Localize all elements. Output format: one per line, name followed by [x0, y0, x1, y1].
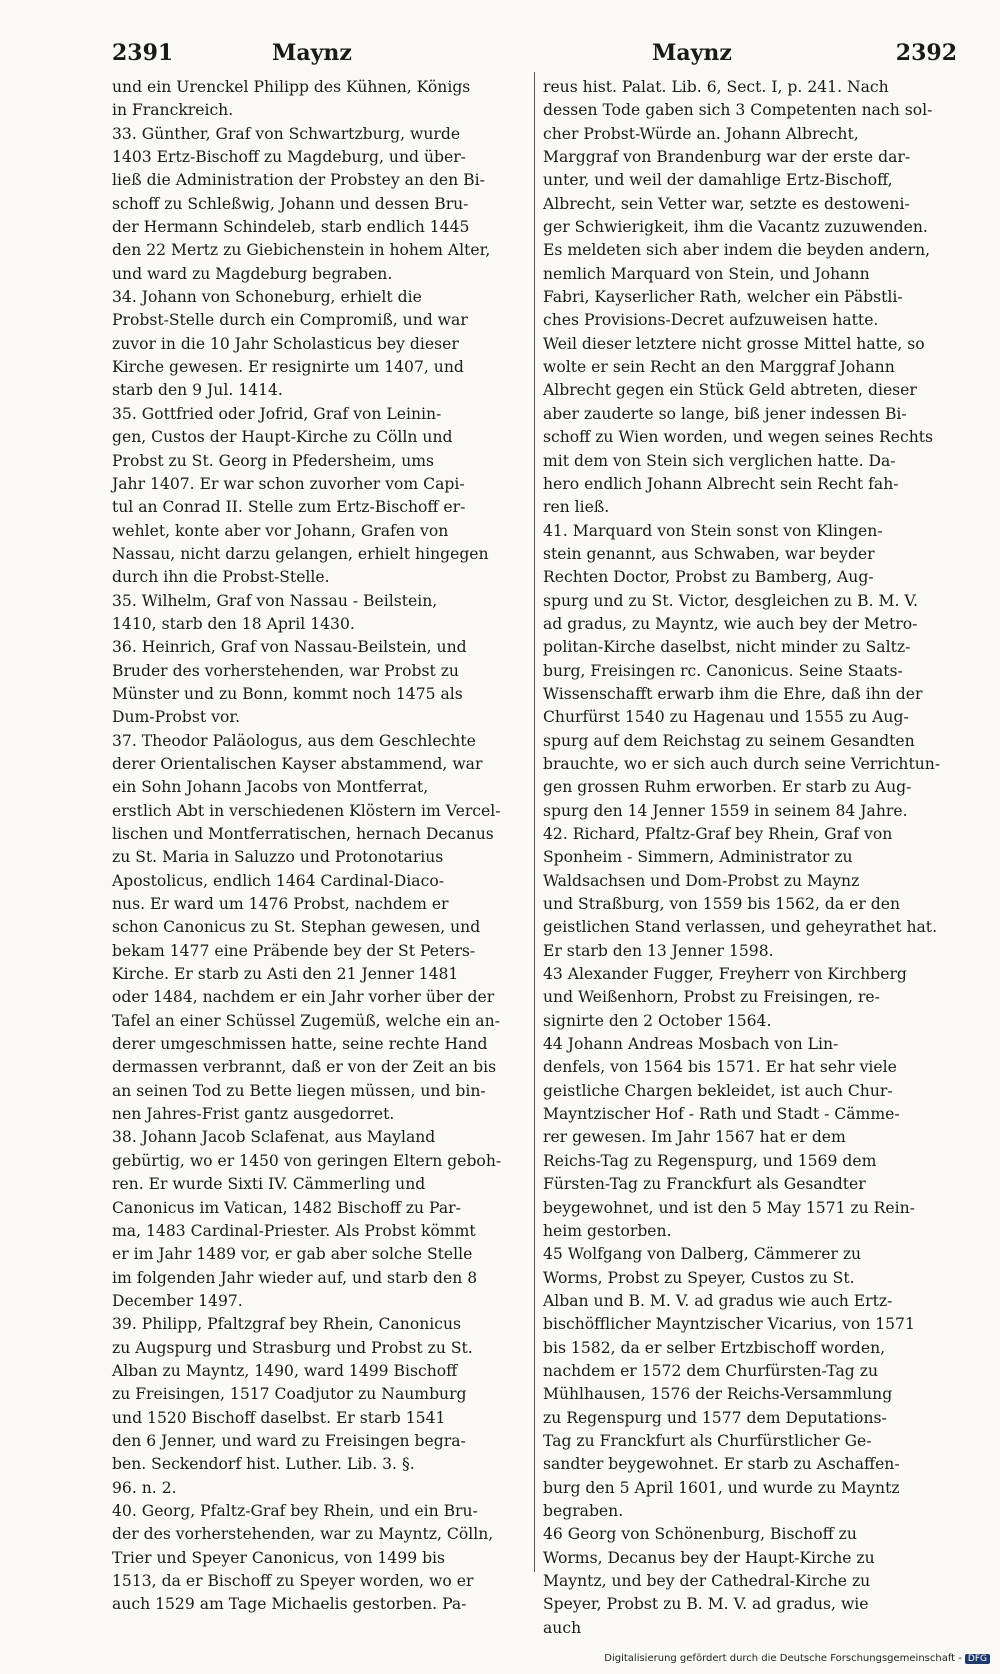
text-line: 1513, da er Bischoff zu Speyer worden, wo er	[112, 1572, 474, 1590]
text-line: Fabri, Kayserlicher Rath, welcher ein Päbstli-	[543, 288, 903, 307]
text-line: Fürsten-Tag zu Franckfurt als Gesandter	[543, 1175, 866, 1194]
text-line: an seinen Tod zu Bette liegen müssen, und bin-	[112, 1081, 486, 1100]
text-line: und ein Urenckel Philipp des Kühnen, Königs	[112, 78, 471, 96]
text-line: 42. Richard, Pfaltz-Graf bey Rhein, Graf von	[543, 825, 893, 843]
text-line: Mayntz, und bey der Cathedral-Kirche zu	[543, 1572, 871, 1590]
text-line: cher Probst-Würde an. Johann Albrecht,	[543, 124, 859, 143]
left-text-column	[112, 76, 532, 1614]
text-line: nus. Er ward um 1476 Probst, nachdem er	[112, 895, 449, 914]
running-title-right: Maynz	[652, 40, 732, 66]
text-line: hero endlich Johann Albrecht sein Recht fah-	[543, 474, 899, 493]
dfg-logo-badge: DFG	[965, 1654, 990, 1664]
text-line: 1403 Ertz-Bischoff zu Magdeburg, und über-	[112, 148, 466, 167]
text-line: gen grossen Ruhm erworben. Er starb zu Aug-	[543, 778, 912, 797]
text-line: brauchte, wo er sich auch durch seine Verrichtun-	[543, 754, 941, 773]
text-line: 43 Alexander Fugger, Freyherr von Kirchberg	[543, 965, 907, 984]
text-line: ad gradus, zu Mayntz, wie auch bey der Metro-	[543, 614, 918, 633]
text-line: Rechten Doctor, Probst zu Bamberg, Aug-	[543, 568, 874, 587]
text-line: Mühlhausen, 1576 der Reichs-Versammlung	[543, 1385, 893, 1404]
text-line: Nassau, nicht darzu gelangen, erhielt hingegen	[112, 544, 489, 563]
text-line: unter, und weil der damahlige Ertz-Bischoff,	[543, 171, 893, 190]
text-line: signirte den 2 October 1564.	[543, 1011, 772, 1030]
text-line: geistliche Chargen bekleidet, ist auch Chur-	[543, 1081, 893, 1100]
text-line: den 22 Mertz zu Giebichenstein in hohem Alter,	[112, 241, 491, 260]
text-line: bis 1582, da er selber Ertzbischoff worden,	[543, 1338, 886, 1357]
text-line: Waldsachsen und Dom-Probst zu Maynz	[543, 871, 860, 890]
text-line: zu Freisingen, 1517 Coadjutor zu Naumburg	[112, 1385, 467, 1404]
text-line: auch 1529 am Tage Michaelis gestorben. Pa-	[112, 1595, 467, 1614]
text-line: 37. Theodor Paläologus, aus dem Geschlechte	[112, 731, 476, 750]
text-line: stein genannt, aus Schwaben, war beyder	[543, 544, 875, 563]
text-line: Tag zu Franckfurt als Churfürstlicher Ge-	[543, 1431, 872, 1450]
text-line: Wissenschafft erwarb ihm die Ehre, daß ihn der	[543, 684, 923, 703]
text-line: derer Orientalischen Kayser abstammend, war	[112, 754, 483, 773]
text-line: ma, 1483 Cardinal-Priester. Als Probst kömmt	[112, 1221, 476, 1240]
text-line: 38. Johann Jacob Sclafenat, aus Mayland	[112, 1128, 436, 1147]
text-line: auch	[543, 1618, 582, 1637]
text-line: bischöfflicher Mayntzischer Vicarius, von 1571	[543, 1315, 915, 1334]
text-line: der des vorherstehenden, war zu Mayntz, Cölln,	[112, 1525, 494, 1544]
text-line: zuvor in die 10 Jahr Scholasticus bey dieser	[112, 334, 459, 353]
text-line: spurg den 14 Jenner 1559 in seinem 84 Jahre.	[543, 801, 908, 820]
text-line: Worms, Probst zu Speyer, Custos zu St.	[543, 1268, 855, 1287]
text-line: 34. Johann von Schoneburg, erhielt die	[112, 288, 422, 307]
text-line: Apostolicus, endlich 1464 Cardinal-Diaco-	[112, 871, 444, 890]
text-line: gen, Custos der Haupt-Kirche zu Cölln und	[112, 428, 453, 447]
text-line: Er starb den 13 Jenner 1598.	[543, 941, 774, 960]
text-line: dessen Tode gaben sich 3 Competenten nach sol-	[543, 101, 933, 120]
text-line: bekam 1477 eine Präbende bey der St Peters-	[112, 941, 476, 960]
text-line: nen Jahres-Frist gantz ausgedorret.	[112, 1105, 395, 1124]
text-line: in Franckreich.	[112, 101, 234, 120]
page-number-right: 2392	[895, 40, 957, 66]
text-line: ließ die Administration der Probstey an den Bi-	[112, 171, 485, 190]
text-line: burg den 5 April 1601, und wurde zu Mayntz	[543, 1478, 900, 1497]
text-line: Sponheim - Simmern, Administrator zu	[543, 848, 853, 867]
text-line: tul an Conrad II. Stelle zum Ertz-Bischoff er-	[112, 498, 466, 517]
text-line: ren ließ.	[543, 498, 610, 517]
text-line: December 1497.	[112, 1291, 243, 1310]
text-line: oder 1484, nachdem er ein Jahr vorher über der	[112, 988, 495, 1007]
text-line: der Hermann Schindeleb, starb endlich 1445	[112, 218, 470, 237]
text-line: und Weißenhorn, Probst zu Freisingen, re-	[543, 988, 880, 1007]
text-line: beygewohnet, und ist den 5 May 1571 zu Rein-	[543, 1198, 915, 1217]
text-line: nachdem er 1572 dem Churfürsten-Tag zu	[543, 1361, 878, 1380]
text-line: derer umgeschmissen hatte, seine rechte Hand	[112, 1035, 488, 1054]
text-line: Reichs-Tag zu Regenspurg, und 1569 dem	[543, 1151, 877, 1170]
text-line: starb den 9 Jul. 1414.	[112, 381, 283, 400]
text-line: Albrecht gegen ein Stück Geld abtreten, dieser	[543, 381, 917, 400]
text-line: zu Augspurg und Strasburg und Probst zu St.	[112, 1338, 473, 1357]
text-line: ein Sohn Johann Jacobs von Montferrat,	[112, 778, 429, 797]
text-line: aber zauderte so lange, biß jener indessen Bi-	[543, 404, 907, 423]
text-line: 44 Johann Andreas Mosbach von Lin-	[543, 1035, 839, 1054]
text-line: burg, Freisingen rc. Canonicus. Seine Staats-	[543, 661, 903, 680]
text-line: und ward zu Magdeburg begraben.	[112, 264, 393, 283]
text-line: ben. Seckendorf hist. Luther. Lib. 3. §.	[112, 1455, 415, 1474]
text-line: Bruder des vorherstehenden, war Probst zu	[112, 661, 459, 680]
text-line: Kirche gewesen. Er resignirte um 1407, und	[112, 358, 464, 377]
text-line: 33. Günther, Graf von Schwartzburg, wurde	[112, 124, 461, 143]
text-line: Weil dieser letztere nicht grosse Mittel hatte, so	[543, 334, 925, 353]
footer-credit: Digitalisierung gefördert durch die Deutsche Forschungsgemeinschaft -	[604, 1653, 962, 1664]
text-line: ren. Er wurde Sixti IV. Cämmerling und	[112, 1175, 426, 1194]
text-line: 46 Georg von Schönenburg, Bischoff zu	[543, 1525, 857, 1544]
text-line: er im Jahr 1489 vor, er gab aber solche Stelle	[112, 1245, 473, 1264]
text-line: Churfürst 1540 zu Hagenau und 1555 zu Aug-	[543, 708, 909, 727]
text-line: erstlich Abt in verschiedenen Klöstern im Vercel-	[112, 801, 501, 820]
text-line: 39. Philipp, Pfaltzgraf bey Rhein, Canonicus	[112, 1315, 462, 1334]
text-line: heim gestorben.	[543, 1221, 672, 1240]
text-line: Tafel an einer Schüssel Zugemüß, welche ein an-	[112, 1011, 500, 1030]
text-line: 36. Heinrich, Graf von Nassau-Beilstein, und	[112, 638, 467, 657]
text-line: nemlich Marquard von Stein, und Johann	[543, 264, 870, 283]
running-title-left: Maynz	[272, 40, 352, 66]
text-line: und Straßburg, von 1559 bis 1562, da er den	[543, 895, 901, 914]
text-line: politan-Kirche daselbst, nicht minder zu Saltz-	[543, 638, 911, 657]
text-line: Kirche. Er starb zu Asti den 21 Jenner 1481	[112, 965, 459, 984]
text-line: wolte er sein Recht an den Marggraf Johann	[543, 358, 895, 377]
text-line: 40. Georg, Pfaltz-Graf bey Rhein, und ein Bru-	[112, 1501, 478, 1520]
text-line: dermassen verbrannt, daß er von der Zeit an bis	[112, 1058, 497, 1077]
text-line: lischen und Montferratischen, hernach Decanus	[112, 825, 494, 843]
page-header	[112, 40, 957, 74]
column-divider	[534, 72, 535, 1572]
text-line: Albrecht, sein Vetter war, setzte es destoweni-	[543, 194, 910, 213]
text-line: den 6 Jenner, und ward zu Freisingen begra-	[112, 1431, 466, 1450]
text-line: sandter beygewohnet. Er starb zu Aschaffen-	[543, 1455, 900, 1474]
text-line: spurg und zu St. Victor, desgleichen zu B. M. V.	[543, 591, 918, 610]
text-line: Probst-Stelle durch ein Compromiß, und war	[112, 311, 468, 330]
text-line: im folgenden Jahr wieder auf, und starb den 8	[112, 1268, 478, 1287]
text-line: schon Canonicus zu St. Stephan gewesen, und	[112, 918, 481, 937]
text-line: Marggraf von Brandenburg war der erste dar-	[543, 148, 911, 167]
right-text-column	[543, 76, 963, 1637]
text-line: Worms, Decanus bey der Haupt-Kirche zu	[543, 1548, 875, 1567]
text-line: 41. Marquard von Stein sonst von Klingen-	[543, 521, 883, 540]
text-line: 35. Wilhelm, Graf von Nassau - Beilstein,	[112, 591, 438, 610]
text-line: geistlichen Stand verlassen, und geheyrathet hat.	[543, 918, 938, 937]
text-line: Jahr 1407. Er war schon zuvorher vom Capi-	[112, 474, 465, 493]
text-line: ger Schwierigkeit, ihm die Vacantz zuzuwenden.	[543, 218, 928, 237]
text-line: 96. n. 2.	[112, 1478, 177, 1497]
text-line: wehlet, konte aber vor Johann, Grafen von	[112, 521, 449, 540]
text-line: begraben.	[543, 1501, 624, 1520]
text-line: Es meldeten sich aber indem die beyden andern,	[543, 241, 931, 260]
page-number-left: 2391	[112, 40, 174, 66]
text-line: 1410, starb den 18 April 1430.	[112, 614, 355, 633]
text-line: mit dem von Stein sich verglichen hatte. Da-	[543, 451, 896, 470]
text-line: Canonicus im Vatican, 1482 Bischoff zu Par-	[112, 1198, 461, 1217]
text-line: 45 Wolfgang von Dalberg, Cämmerer zu	[543, 1245, 862, 1264]
text-line: 35. Gottfried oder Jofrid, Graf von Leinin-	[112, 404, 442, 423]
text-line: schoff zu Schleßwig, Johann und dessen Bru-	[112, 194, 469, 213]
text-line: Trier und Speyer Canonicus, von 1499 bis	[112, 1548, 446, 1567]
text-line: Alban und B. M. V. ad gradus wie auch Ertz-	[543, 1291, 893, 1310]
text-line: Dum-Probst vor.	[112, 708, 241, 727]
text-line: zu Regenspurg und 1577 dem Deputations-	[543, 1408, 887, 1427]
text-line: schoff zu Wien worden, und wegen seines Rechts	[543, 428, 934, 447]
text-line: Münster und zu Bonn, kommt noch 1475 als	[112, 684, 463, 703]
digitization-footer	[590, 1653, 990, 1669]
text-line: durch ihn die Probst-Stelle.	[112, 568, 330, 587]
text-line: Alban zu Mayntz, 1490, ward 1499 Bischoff	[112, 1361, 458, 1380]
text-line: Mayntzischer Hof - Rath und Stadt - Cämme-	[543, 1105, 900, 1124]
text-line: spurg auf dem Reichstag zu seinem Gesandten	[543, 731, 915, 750]
text-line: Probst zu St. Georg in Pfedersheim, ums	[112, 451, 435, 470]
text-line: Speyer, Probst zu B. M. V. ad gradus, wie	[543, 1595, 869, 1614]
text-line: reus hist. Palat. Lib. 6, Sect. I, p. 241. Nach	[543, 78, 889, 96]
text-line: rer gewesen. Im Jahr 1567 hat er dem	[543, 1128, 846, 1147]
text-line: ches Provisions-Decret aufzuweisen hatte.	[543, 311, 879, 330]
text-line: zu St. Maria in Saluzzo und Protonotarius	[112, 848, 444, 867]
text-line: und 1520 Bischoff daselbst. Er starb 1541	[112, 1408, 446, 1427]
text-line: denfels, von 1564 bis 1571. Er hat sehr viele	[543, 1058, 897, 1077]
text-line: gebürtig, wo er 1450 von geringen Eltern geboh-	[112, 1151, 502, 1170]
